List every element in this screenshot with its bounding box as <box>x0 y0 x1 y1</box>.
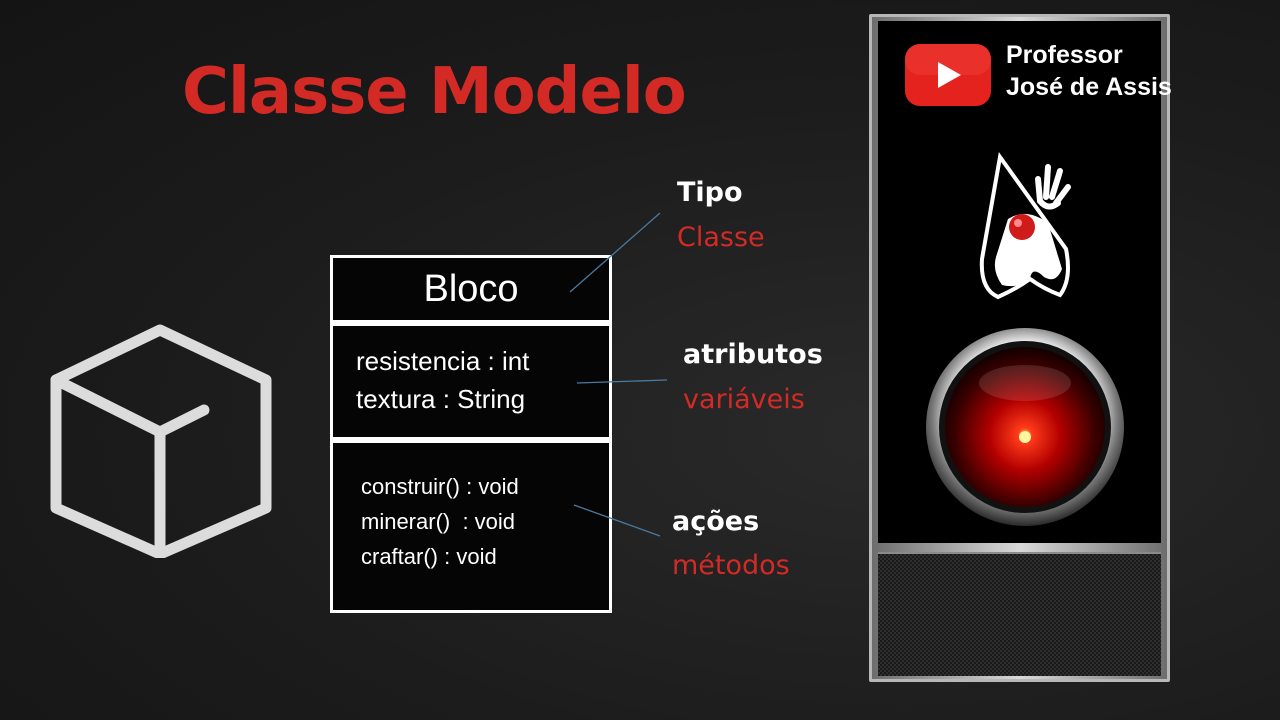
label-attributes-term: atributos <box>683 339 823 370</box>
cube-icon <box>44 318 276 558</box>
presenter-name <box>1006 39 1172 103</box>
label-attributes-meaning: variáveis <box>683 384 805 415</box>
uml-method: construir() : void <box>361 474 519 499</box>
presenter-panel <box>869 14 1170 682</box>
java-duke-icon <box>978 139 1073 309</box>
uml-methods-section <box>330 440 612 613</box>
hal-eye-icon <box>925 327 1125 527</box>
uml-attribute: resistencia : int <box>356 346 530 376</box>
panel-screen <box>878 21 1172 543</box>
uml-class-diagram <box>330 255 612 615</box>
uml-attributes-section <box>330 323 612 440</box>
uml-class-name: Bloco <box>330 255 612 323</box>
presenter-name-line2: José de Assis <box>1006 73 1172 101</box>
speaker-grille <box>878 552 1161 676</box>
slide-title: Classe Modelo <box>182 55 686 129</box>
presenter-name-line1: Professor <box>1006 41 1123 69</box>
label-type-meaning: Classe <box>677 222 765 253</box>
label-methods-meaning: métodos <box>672 550 790 581</box>
youtube-icon[interactable] <box>904 43 992 107</box>
uml-method: minerar() : void <box>361 509 516 534</box>
label-methods-term: ações <box>672 506 760 537</box>
label-type-term: Tipo <box>677 177 743 208</box>
uml-method: craftar() : void <box>361 544 497 569</box>
uml-attribute: textura : String <box>356 384 526 414</box>
